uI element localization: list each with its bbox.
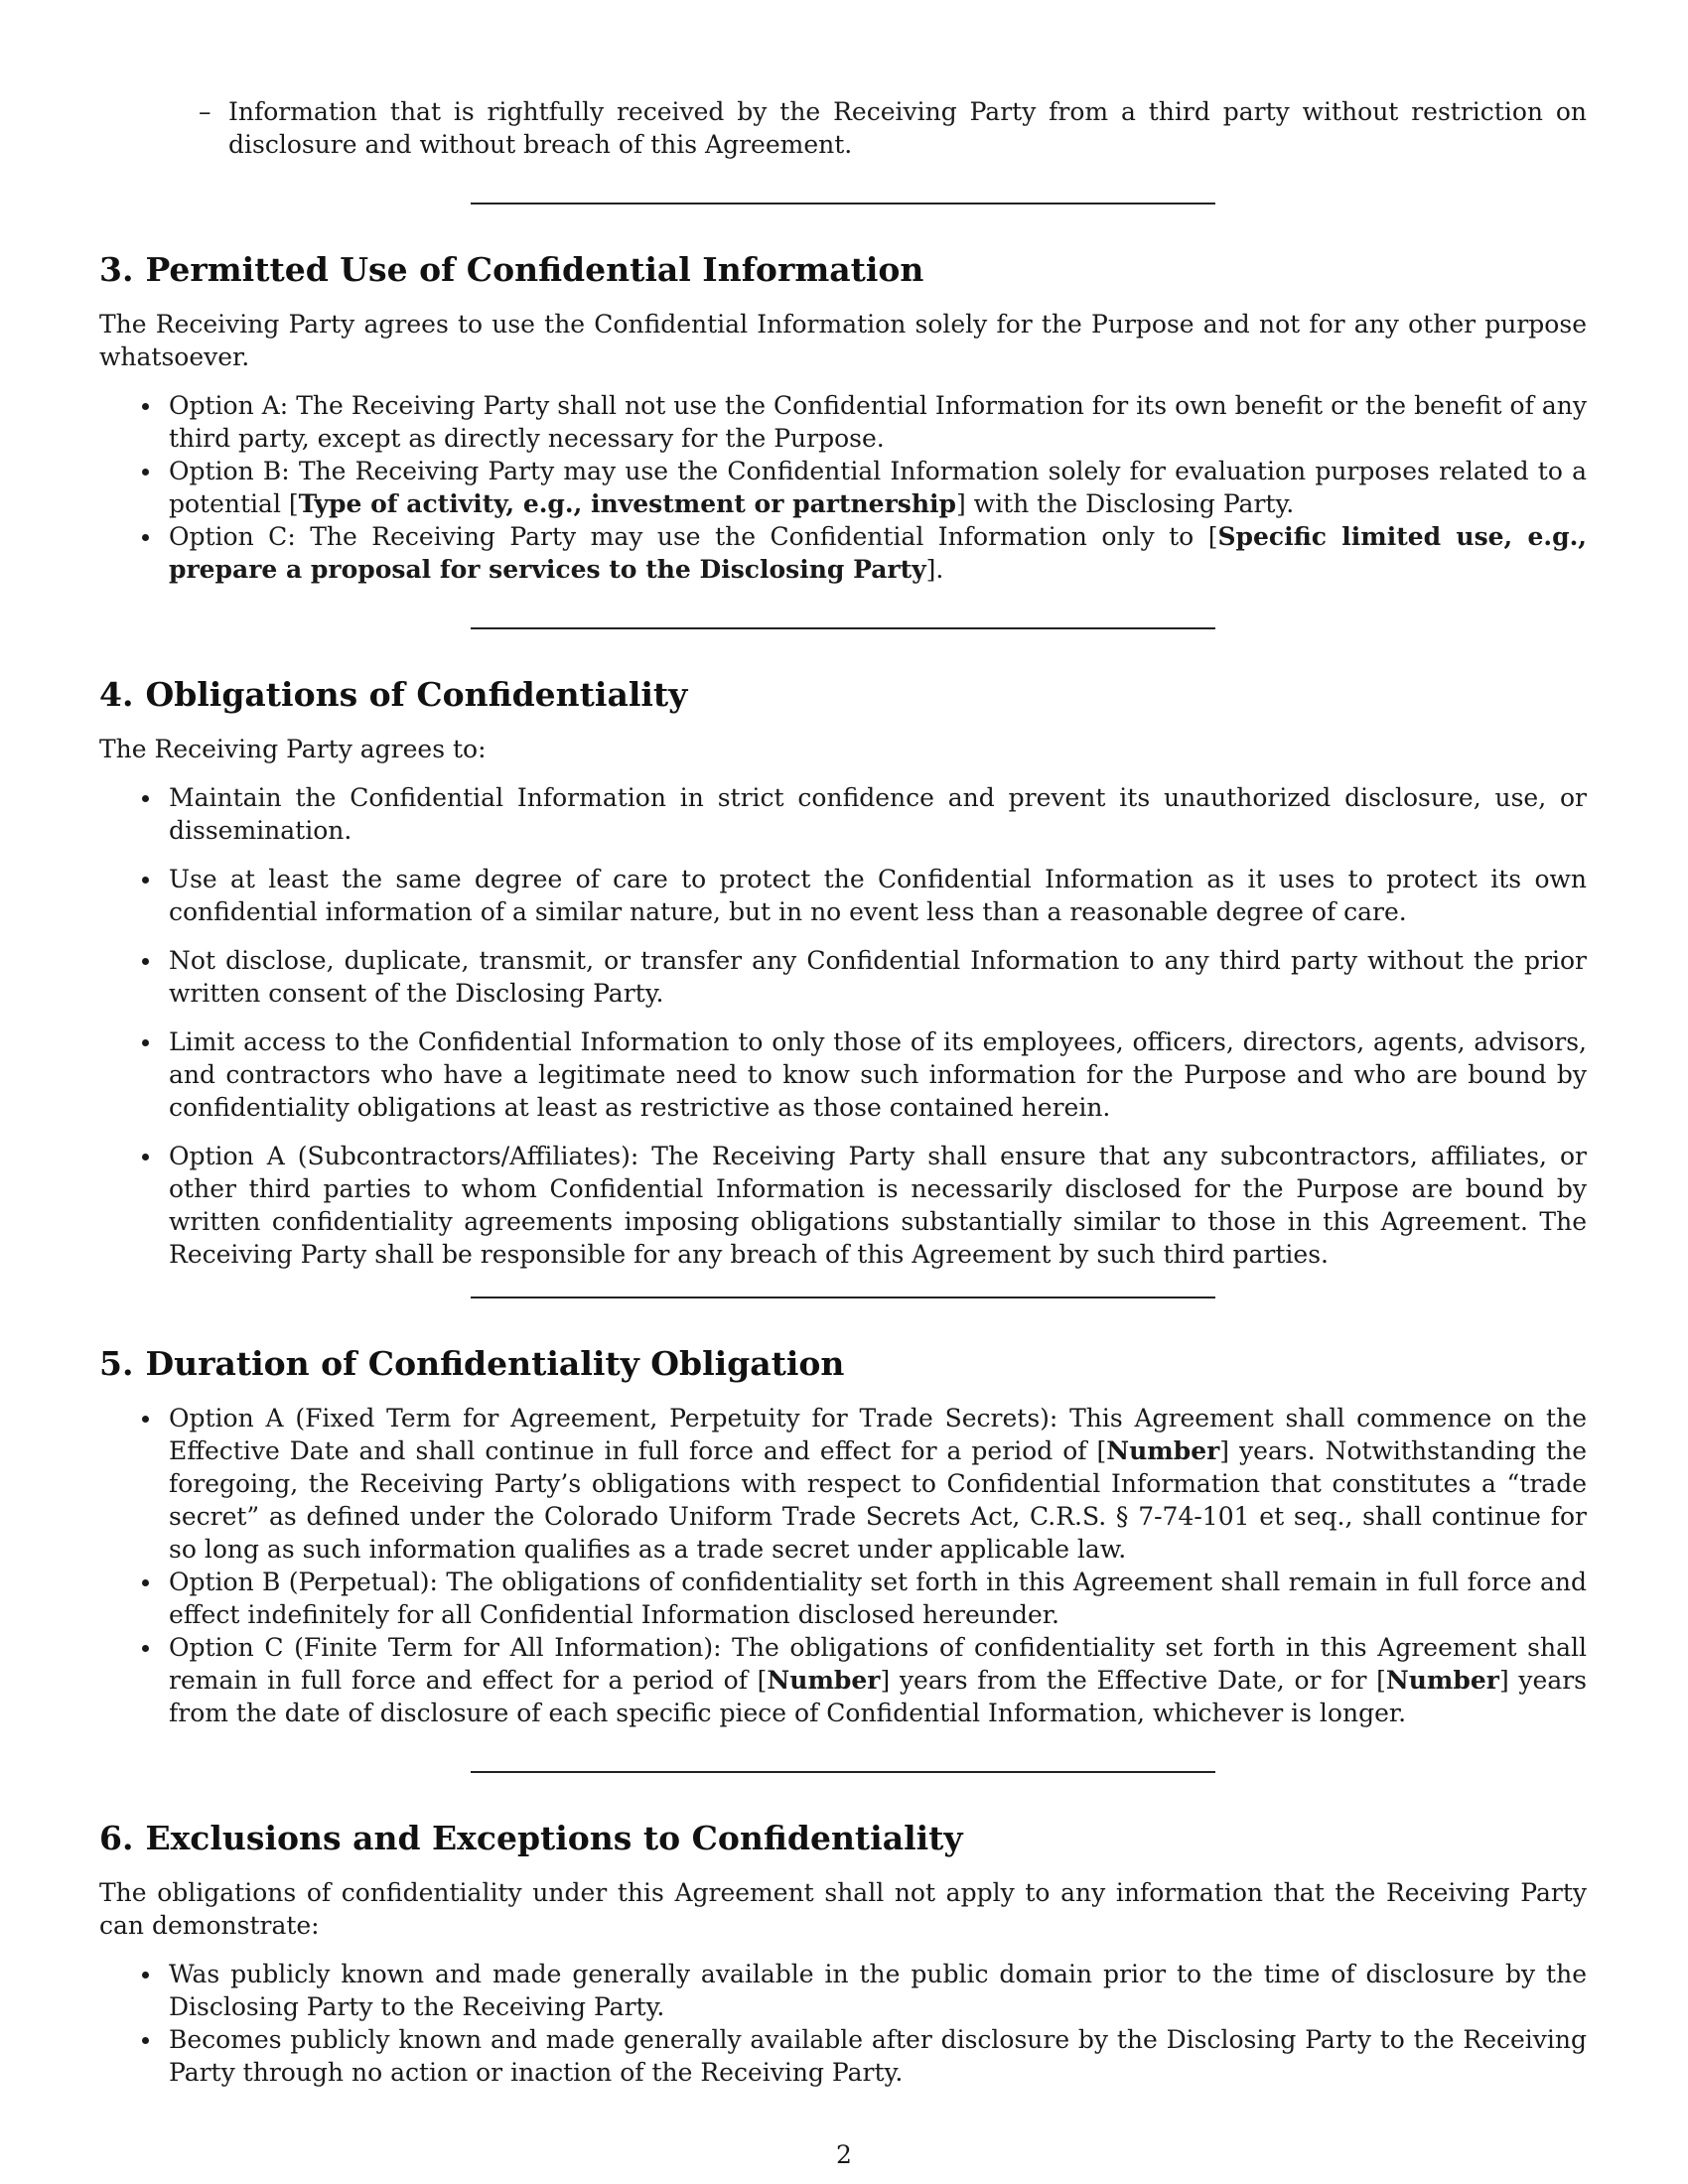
section-divider: [471, 1771, 1215, 1773]
section-5-options: [99, 1402, 1587, 1729]
list-item: Was publicly known and made generally available in the public domain prior to the time of disclosure by the Disclosing Party to the Receiving Party.: [99, 1958, 1587, 2023]
option-a-placeholder: Number: [1106, 1436, 1220, 1465]
section-4-title: Obligations of Confidentiality: [145, 675, 688, 714]
section-5-option-a: [99, 1402, 1587, 1566]
option-c-placeholder-2: Number: [1385, 1666, 1499, 1695]
section-6-intro: The obligations of confidentiality under this Agreement shall not apply to any information that the Receiving Party can demonstrate:: [99, 1878, 1587, 1940]
section-3-intro: The Receiving Party agrees to use the Confidential Information solely for the Purpose and not for any other purpose whatsoever.: [99, 310, 1587, 371]
section-3-heading: [99, 250, 1587, 290]
section-5-option-b: Option B (Perpetual): The obligations of confidentiality set forth in this Agreement shall remain in full force and effect indefinitely for all Confidential Information disclosed hereunder.: [99, 1566, 1587, 1631]
continuation-subitem: [99, 95, 1587, 161]
section-divider: [471, 627, 1215, 629]
option-c-text-end: ] years from the date of disclosure of each specific piece of Confidential Information, whichever is longer.: [169, 1666, 1587, 1727]
section-3-title: Permitted Use of Confidential Information: [145, 250, 924, 289]
option-b-placeholder: Type of activity, e.g., investment or partnership: [298, 489, 956, 518]
option-c-text-end: ].: [925, 555, 944, 584]
section-3-option-b: [99, 455, 1587, 520]
option-c-text: Option C (Finite Term for All Information): The obligations of confidentiality set forth in this Agreement shall remain in full force and effect for a period of [: [169, 1633, 1587, 1695]
option-c-placeholder: Specific limited use, e.g., prepare a proposal for services to the Disclosing Party: [169, 522, 1587, 584]
list-item: Not disclose, duplicate, transmit, or transfer any Confidential Information to any third party without the prior written consent of the Disclosing Party.: [99, 944, 1587, 1010]
section-4-intro: The Receiving Party agrees to:: [99, 735, 487, 763]
section-5-title: Duration of Confidentiality Obligation: [145, 1344, 845, 1383]
section-3-number: 3.: [99, 250, 134, 289]
section-4-number: 4.: [99, 675, 134, 714]
list-item: Becomes publicly known and made generally available after disclosure by the Disclosing Party to the Receiving Party through no action or inaction of the Receiving Party.: [99, 2023, 1587, 2089]
section-6-heading: [99, 1819, 1587, 1858]
section-3-options: [99, 389, 1587, 586]
section-divider: [471, 203, 1215, 205]
list-item: Limit access to the Confidential Information to only those of its employees, officers, directors, agents, advisors, and contractors who have a legitimate need to know such information for the Purpose and who are bound by confidentiality obligations at least as restrictive as those contained herein.: [99, 1025, 1587, 1124]
option-b-text: Option B: The Receiving Party may use the Confidential Information solely for evaluation purposes related to a potential [: [169, 457, 1587, 518]
section-6-items: [99, 1958, 1587, 2089]
option-c-text: Option C: The Receiving Party may use the Confidential Information only to [: [169, 522, 1218, 551]
option-a-text-end: ] years. Notwithstanding the foregoing, the Receiving Party’s obligations with respect to Confidential Information that constitutes a “trade secret” as defined under the Colorado Uniform Trade Secrets Act, C.R.S. § 7-74-101 et seq., shall continue for so long as such information qualifies as a trade secret under applicable law.: [169, 1436, 1587, 1564]
section-6-number: 6.: [99, 1819, 134, 1857]
list-item: Use at least the same degree of care to protect the Confidential Information as it uses to protect its own confidential information of a similar nature, but in no event less than a reasonable degree of care.: [99, 863, 1587, 928]
option-c-placeholder-1: Number: [767, 1666, 881, 1695]
option-c-text-mid: ] years from the Effective Date, or for [: [880, 1666, 1386, 1695]
list-item: Option A (Subcontractors/Affiliates): The Receiving Party shall ensure that any subcontractors, affiliates, or other third parties to whom Confidential Information is necessarily disclosed for the Purpose are bound by written confidentiality agreements imposing obligations substantially similar to those in this Agreement. The Receiving Party shall be responsible for any breach of this Agreement by such third parties.: [99, 1140, 1587, 1271]
section-5-heading: [99, 1344, 1587, 1384]
section-divider: [471, 1297, 1215, 1298]
section-4-heading: [99, 675, 1587, 715]
section-5-option-c: [99, 1631, 1587, 1729]
option-a-text: Option A (Fixed Term for Agreement, Perpetuity for Trade Secrets): This Agreement shall commence on the Effective Date and shall continue in full force and effect for a period of [: [169, 1404, 1587, 1465]
document-page: [99, 95, 1587, 2089]
option-b-text-end: ] with the Disclosing Party.: [955, 489, 1295, 518]
continuation-text: Information that is rightfully received by the Receiving Party from a third party without restriction on disclosure and without breach of this Agreement.: [228, 97, 1587, 159]
section-4-items: [99, 781, 1587, 1271]
list-item: Maintain the Confidential Information in strict confidence and prevent its unauthorized disclosure, use, or dissemination.: [99, 781, 1587, 847]
section-5-number: 5.: [99, 1344, 134, 1383]
page-number: 2: [836, 2140, 852, 2169]
dash-marker: –: [199, 97, 211, 126]
section-3-option-a: Option A: The Receiving Party shall not use the Confidential Information for its own benefit or the benefit of any third party, except as directly necessary for the Purpose.: [99, 389, 1587, 455]
section-3-option-c: [99, 520, 1587, 586]
section-6-title: Exclusions and Exceptions to Confidentiality: [145, 1819, 963, 1857]
